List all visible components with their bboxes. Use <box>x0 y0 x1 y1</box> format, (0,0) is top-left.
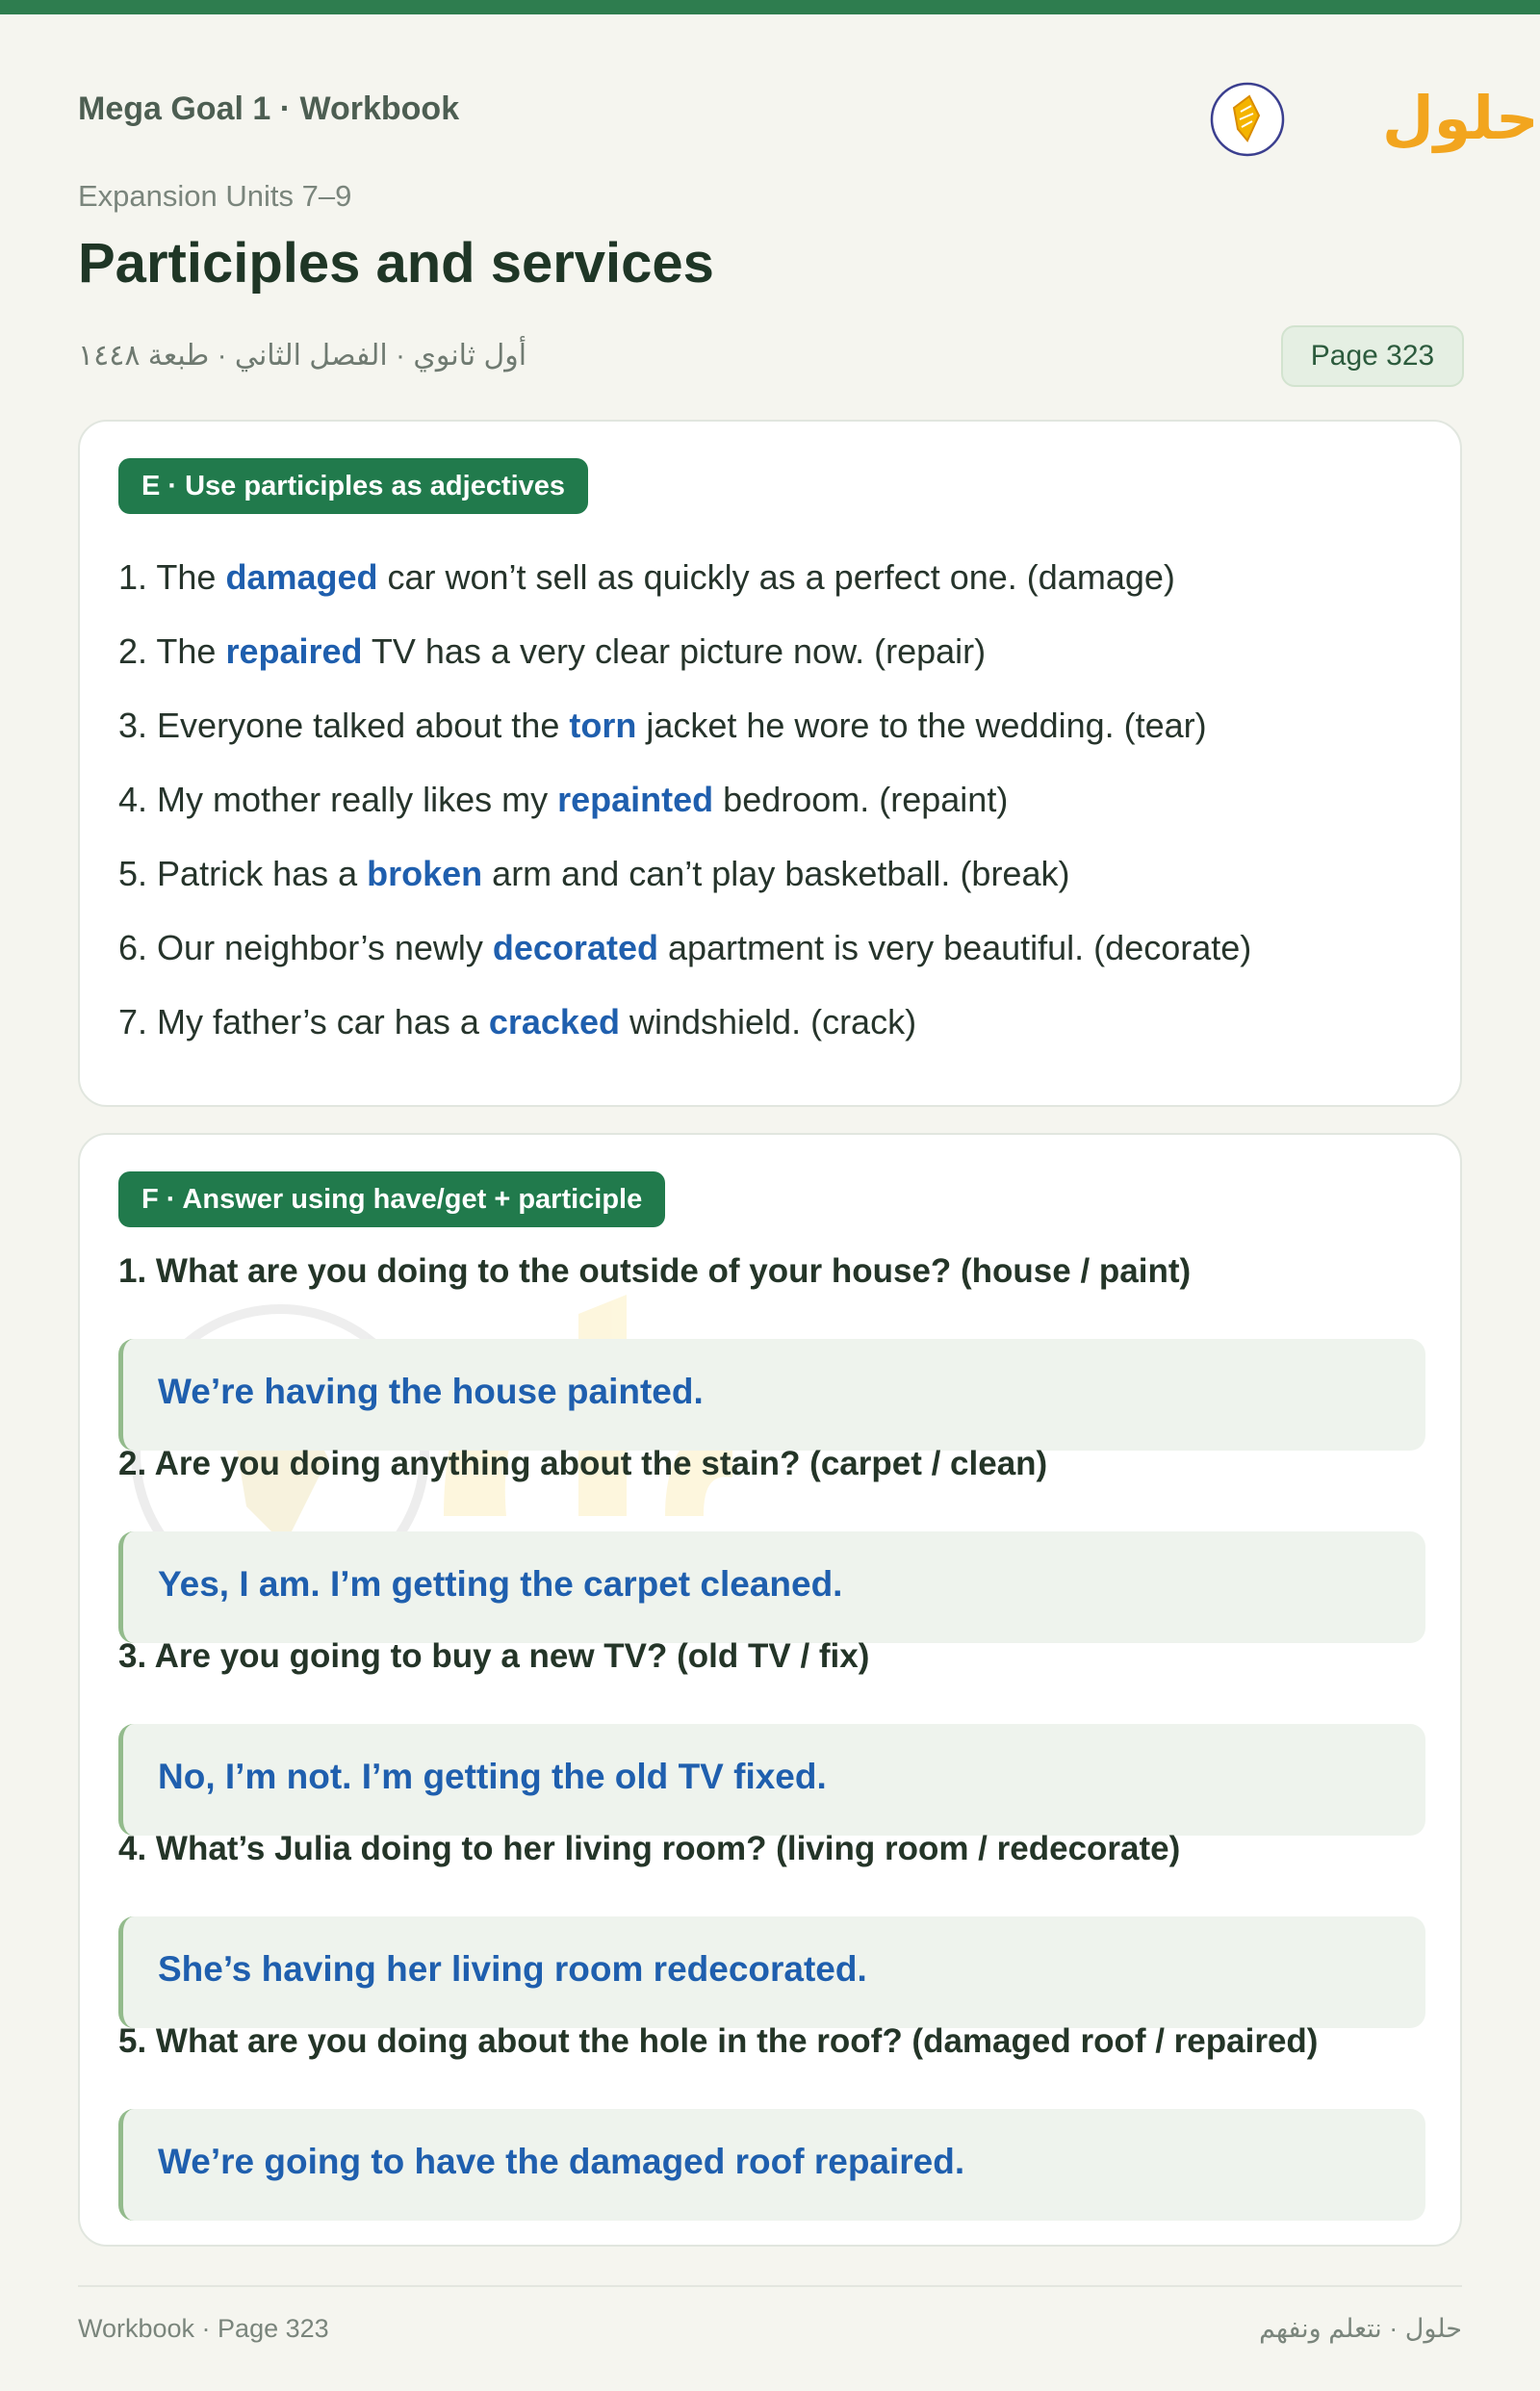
footer-divider <box>78 2285 1462 2287</box>
answer-box <box>118 2109 1425 2221</box>
list-item <box>118 853 1251 927</box>
answer-text: No, I’m not. I’m getting the old TV fixed. <box>158 1757 827 1796</box>
participle-answer: decorated <box>492 928 658 967</box>
question-text: 1. What are you doing to the outside of your house? (house / paint) <box>118 1252 1192 1290</box>
item-text-before: Patrick has a <box>157 854 368 893</box>
question-text: 2. Are you doing anything about the stain? (carpet / clean) <box>118 1445 1048 1482</box>
item-number: 7. <box>118 1002 148 1041</box>
item-text-after: car won’t sell as quickly as a perfect one. (damage) <box>377 557 1175 597</box>
list-item <box>118 630 1251 705</box>
page-number-badge: Page 323 <box>1281 325 1464 387</box>
footer-page-label: Workbook · Page 323 <box>78 2314 329 2343</box>
item-number: 6. <box>118 928 148 967</box>
item-number: 1. <box>118 557 148 597</box>
hulul-logo-icon <box>1211 65 1539 162</box>
list-item <box>118 779 1251 853</box>
item-text-before: Everyone talked about the <box>157 706 570 745</box>
list-item <box>118 1001 1251 1075</box>
section-f-badge: F · Answer using have/get + participle <box>118 1171 665 1227</box>
top-accent-bar <box>0 0 1540 14</box>
item-number: 4. <box>118 780 148 819</box>
answer-box <box>118 1531 1425 1643</box>
item-text-before: The <box>156 557 226 597</box>
answer-box <box>118 1916 1425 2028</box>
participle-answer: broken <box>367 854 483 893</box>
question-text: 4. What’s Julia doing to her living room? (living room / redecorate) <box>118 1830 1181 1867</box>
list-item <box>118 556 1251 630</box>
item-text-before: Our neighbor’s newly <box>157 928 493 967</box>
item-text-after: TV has a very clear picture now. (repair) <box>362 631 987 671</box>
list-item <box>118 705 1251 779</box>
item-text-after: arm and can’t play basketball. (break) <box>482 854 1070 893</box>
list-item <box>118 927 1251 1001</box>
unit-subtitle: Expansion Units 7–9 <box>78 179 352 213</box>
answer-text: Yes, I am. I’m getting the carpet cleaned. <box>158 1564 843 1604</box>
section-f-card <box>78 1133 1462 2247</box>
grade-meta: أول ثانوي · الفصل الثاني · طبعة ١٤٤٨ <box>78 340 527 372</box>
section-e-card <box>78 420 1462 1107</box>
participle-answer: cracked <box>488 1002 620 1041</box>
item-text-after: bedroom. (repaint) <box>713 780 1009 819</box>
answer-box <box>118 1724 1425 1836</box>
logo-text: حلول <box>1382 83 1539 153</box>
page-title: Participles and services <box>78 232 714 295</box>
item-text-before: My father’s car has a <box>157 1002 489 1041</box>
question-text: 3. Are you going to buy a new TV? (old TV / fix) <box>118 1637 870 1675</box>
participle-answer: repainted <box>557 780 714 819</box>
item-text-after: apartment is very beautiful. (decorate) <box>657 928 1252 967</box>
item-text-before: My mother really likes my <box>157 780 558 819</box>
answer-text: We’re having the house painted. <box>158 1372 704 1411</box>
question-text: 5. What are you doing about the hole in the roof? (damaged roof / repaired) <box>118 2022 1319 2060</box>
item-number: 3. <box>118 706 148 745</box>
participle-answer: damaged <box>225 557 378 597</box>
answer-text: She’s having her living room redecorated. <box>158 1949 867 1989</box>
book-title: Mega Goal 1 · Workbook <box>78 90 460 127</box>
answer-box <box>118 1339 1425 1451</box>
section-e-list <box>118 556 1251 1075</box>
item-number: 2. <box>118 631 148 671</box>
section-e-badge: E · Use participles as adjectives <box>118 458 588 514</box>
item-number: 5. <box>118 854 148 893</box>
participle-answer: torn <box>569 706 637 745</box>
answer-text: We’re going to have the damaged roof repaired. <box>158 2142 965 2181</box>
footer-brand: حلول · نتعلم ونفهم <box>1259 2314 1462 2343</box>
participle-answer: repaired <box>225 631 363 671</box>
item-text-before: The <box>156 631 226 671</box>
item-text-after: windshield. (crack) <box>619 1002 917 1041</box>
item-text-after: jacket he wore to the wedding. (tear) <box>636 706 1207 745</box>
